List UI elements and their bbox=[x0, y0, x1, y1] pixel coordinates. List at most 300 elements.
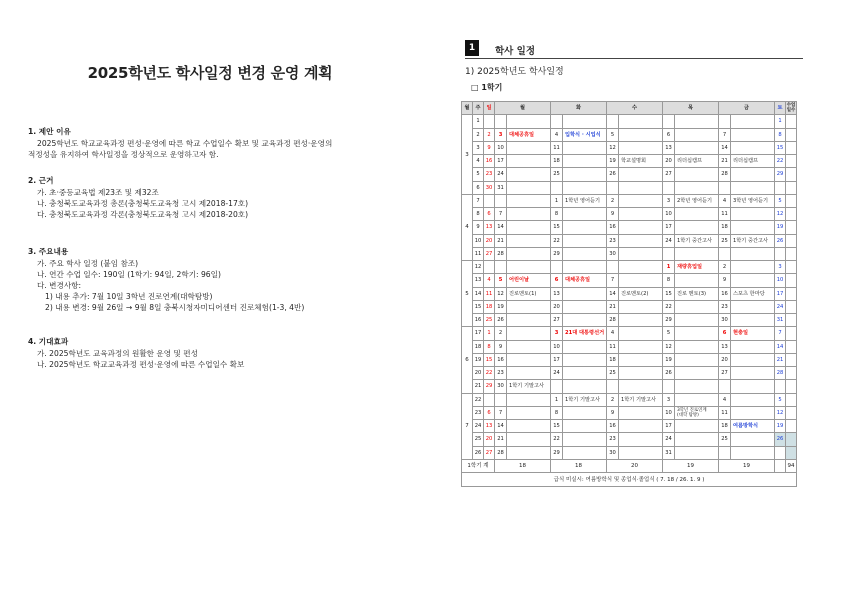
header-6: 수 bbox=[607, 102, 663, 115]
event-cell bbox=[619, 314, 663, 327]
total-we: 20 bbox=[607, 459, 663, 472]
event-cell bbox=[563, 168, 607, 181]
weekday-date: 2 bbox=[607, 393, 619, 406]
event-cell bbox=[563, 406, 607, 419]
weekday-date: 19 bbox=[607, 155, 619, 168]
weekday-date bbox=[719, 247, 731, 260]
class-days-cell bbox=[786, 155, 797, 168]
weekday-date: 4 bbox=[607, 327, 619, 340]
sunday-date bbox=[484, 393, 495, 406]
event-cell bbox=[675, 353, 719, 366]
event-cell bbox=[731, 300, 775, 313]
event-cell bbox=[731, 446, 775, 459]
saturday-date bbox=[775, 380, 786, 393]
calendar-week-row bbox=[462, 247, 797, 260]
calendar-week-row bbox=[462, 221, 797, 234]
weekday-date: 4 bbox=[719, 194, 731, 207]
sunday-date: 22 bbox=[484, 367, 495, 380]
event-cell: 1학기 중간고사 bbox=[675, 234, 719, 247]
saturday-date: 19 bbox=[775, 221, 786, 234]
event-cell bbox=[507, 327, 551, 340]
week-number: 22 bbox=[473, 393, 484, 406]
weekday-date bbox=[495, 393, 507, 406]
sunday-date: 13 bbox=[484, 221, 495, 234]
header-3: 일 bbox=[484, 102, 495, 115]
weekday-date bbox=[663, 380, 675, 393]
weekday-date: 25 bbox=[607, 367, 619, 380]
weekday-date: 27 bbox=[663, 168, 675, 181]
event-cell bbox=[675, 274, 719, 287]
event-cell bbox=[731, 340, 775, 353]
weekday-date: 3 bbox=[551, 327, 563, 340]
weekday-date bbox=[719, 115, 731, 128]
saturday-date: 21 bbox=[775, 353, 786, 366]
section-line: 다. 변경사항: bbox=[37, 281, 82, 290]
section-3 bbox=[28, 246, 398, 313]
weekday-date bbox=[663, 181, 675, 194]
class-days-cell bbox=[786, 274, 797, 287]
weekday-date: 22 bbox=[551, 433, 563, 446]
weekday-date: 9 bbox=[719, 274, 731, 287]
section-heading: 3. 주요내용 bbox=[28, 247, 69, 256]
weekday-date: 20 bbox=[663, 155, 675, 168]
event-cell bbox=[675, 314, 719, 327]
totals-label: 1학기 계 bbox=[462, 459, 495, 472]
weekday-date: 17 bbox=[495, 155, 507, 168]
event-cell: 3학년 진로연계 (대학 탐방) bbox=[675, 406, 719, 419]
week-number: 8 bbox=[473, 208, 484, 221]
saturday-date: 26 bbox=[775, 234, 786, 247]
class-days-cell bbox=[786, 406, 797, 419]
week-number: 20 bbox=[473, 367, 484, 380]
event-cell bbox=[563, 247, 607, 260]
sunday-date: 2 bbox=[484, 128, 495, 141]
weekday-date: 11 bbox=[607, 340, 619, 353]
class-days-cell bbox=[786, 208, 797, 221]
class-days-cell bbox=[786, 327, 797, 340]
weekday-date: 20 bbox=[551, 300, 563, 313]
header-9: 토 bbox=[775, 102, 786, 115]
saturday-date: 15 bbox=[775, 141, 786, 154]
event-cell bbox=[731, 380, 775, 393]
event-cell bbox=[731, 141, 775, 154]
event-cell bbox=[619, 208, 663, 221]
weekday-date: 20 bbox=[719, 353, 731, 366]
weekday-date: 9 bbox=[607, 406, 619, 419]
weekday-date: 29 bbox=[551, 247, 563, 260]
event-cell bbox=[563, 221, 607, 234]
weekday-date: 13 bbox=[663, 141, 675, 154]
class-days-cell bbox=[786, 168, 797, 181]
weekday-date: 14 bbox=[495, 221, 507, 234]
class-days-cell bbox=[786, 287, 797, 300]
event-cell: 1학기 기말고사 bbox=[619, 393, 663, 406]
event-cell: 진로 멘토(3) bbox=[675, 287, 719, 300]
weekday-date: 6 bbox=[719, 327, 731, 340]
class-days-cell bbox=[786, 340, 797, 353]
event-cell bbox=[619, 300, 663, 313]
sunday-date: 16 bbox=[484, 155, 495, 168]
event-cell: 1학기 중간고사 bbox=[731, 234, 775, 247]
month-cell: 5 bbox=[462, 261, 473, 327]
weekday-date bbox=[551, 261, 563, 274]
sunday-date: 20 bbox=[484, 433, 495, 446]
class-days-cell bbox=[786, 420, 797, 433]
left-page bbox=[0, 0, 420, 595]
section-line: 가. 주요 학사 일정 (붙임 참조) bbox=[37, 259, 139, 268]
total-mo: 18 bbox=[495, 459, 551, 472]
sunday-date: 25 bbox=[484, 314, 495, 327]
sunday-date: 9 bbox=[484, 141, 495, 154]
event-cell bbox=[731, 181, 775, 194]
calendar-week-row bbox=[462, 406, 797, 419]
week-number: 1 bbox=[473, 115, 484, 128]
weekday-date: 25 bbox=[551, 168, 563, 181]
weekday-date: 5 bbox=[663, 327, 675, 340]
weekday-date: 2 bbox=[719, 261, 731, 274]
weekday-date: 11 bbox=[551, 141, 563, 154]
header-2: 주 bbox=[473, 102, 484, 115]
event-cell: 입학식 · 시업식 bbox=[563, 128, 607, 141]
weekday-date: 21 bbox=[607, 300, 619, 313]
event-cell: 2학년 영어듣기 bbox=[675, 194, 719, 207]
weekday-date: 11 bbox=[719, 406, 731, 419]
saturday-date: 19 bbox=[775, 420, 786, 433]
weekday-date: 1 bbox=[551, 393, 563, 406]
class-days-cell bbox=[786, 194, 797, 207]
calendar-week-row bbox=[462, 115, 797, 128]
weekday-date: 28 bbox=[495, 247, 507, 260]
event-cell bbox=[731, 353, 775, 366]
event-cell bbox=[619, 247, 663, 260]
weekday-date bbox=[495, 115, 507, 128]
section-divider bbox=[465, 58, 803, 59]
event-cell: 리더십캠프 bbox=[675, 155, 719, 168]
section-2 bbox=[28, 175, 398, 220]
weekday-date: 25 bbox=[719, 234, 731, 247]
calendar-week-row bbox=[462, 168, 797, 181]
week-number: 24 bbox=[473, 420, 484, 433]
week-number: 11 bbox=[473, 247, 484, 260]
class-days-cell bbox=[786, 234, 797, 247]
weekday-date: 7 bbox=[495, 208, 507, 221]
calendar-week-row bbox=[462, 327, 797, 340]
weekday-date: 27 bbox=[719, 367, 731, 380]
weekday-date: 30 bbox=[607, 247, 619, 260]
event-cell bbox=[731, 128, 775, 141]
event-cell bbox=[507, 247, 551, 260]
saturday-date: 8 bbox=[775, 128, 786, 141]
saturday-date bbox=[775, 247, 786, 260]
event-cell: 21대 대통령선거 bbox=[563, 327, 607, 340]
sunday-date: 11 bbox=[484, 287, 495, 300]
saturday-date: 28 bbox=[775, 367, 786, 380]
event-cell: 진로멘토(2) bbox=[619, 287, 663, 300]
event-cell bbox=[507, 221, 551, 234]
weekday-date: 25 bbox=[719, 433, 731, 446]
class-days-cell bbox=[786, 221, 797, 234]
week-number: 18 bbox=[473, 340, 484, 353]
saturday-date: 3 bbox=[775, 261, 786, 274]
event-cell bbox=[675, 393, 719, 406]
event-cell bbox=[507, 446, 551, 459]
weekday-date: 1 bbox=[551, 194, 563, 207]
week-number: 7 bbox=[473, 194, 484, 207]
weekday-date: 16 bbox=[495, 353, 507, 366]
event-cell bbox=[563, 300, 607, 313]
calendar-week-row bbox=[462, 314, 797, 327]
calendar-week-row bbox=[462, 141, 797, 154]
calendar-week-row bbox=[462, 155, 797, 168]
event-cell bbox=[563, 420, 607, 433]
event-cell bbox=[507, 340, 551, 353]
event-cell bbox=[563, 340, 607, 353]
event-cell: 스포츠 한마당 bbox=[731, 287, 775, 300]
event-cell bbox=[675, 128, 719, 141]
section-4 bbox=[28, 336, 398, 370]
event-cell bbox=[619, 128, 663, 141]
week-number: 15 bbox=[473, 300, 484, 313]
saturday-date: 24 bbox=[775, 300, 786, 313]
weekday-date: 24 bbox=[663, 234, 675, 247]
event-cell bbox=[563, 367, 607, 380]
class-days-cell bbox=[786, 181, 797, 194]
class-days-cell bbox=[786, 380, 797, 393]
event-cell bbox=[563, 115, 607, 128]
weekday-date: 23 bbox=[607, 234, 619, 247]
week-number: 12 bbox=[473, 261, 484, 274]
weekday-date: 13 bbox=[719, 340, 731, 353]
total-tu: 18 bbox=[551, 459, 607, 472]
event-cell bbox=[507, 194, 551, 207]
weekday-date bbox=[607, 181, 619, 194]
event-cell bbox=[731, 274, 775, 287]
weekday-date: 10 bbox=[551, 340, 563, 353]
event-cell bbox=[619, 446, 663, 459]
event-cell bbox=[507, 433, 551, 446]
class-days-cell bbox=[786, 128, 797, 141]
event-cell bbox=[619, 168, 663, 181]
footer-row bbox=[462, 473, 797, 487]
saturday-date bbox=[775, 446, 786, 459]
event-cell: 재량휴업일 bbox=[675, 261, 719, 274]
weekday-date bbox=[719, 181, 731, 194]
sunday-date bbox=[484, 115, 495, 128]
weekday-date: 17 bbox=[663, 420, 675, 433]
weekday-date: 19 bbox=[663, 353, 675, 366]
header-8: 금 bbox=[719, 102, 775, 115]
event-cell bbox=[507, 115, 551, 128]
section-line: 나. 2025학년도 학교교육과정 편성·운영에 따른 수업일수 확보 bbox=[37, 360, 245, 369]
class-days-cell bbox=[786, 433, 797, 446]
header-7: 목 bbox=[663, 102, 719, 115]
saturday-date: 10 bbox=[775, 274, 786, 287]
class-days-cell bbox=[786, 446, 797, 459]
weekday-date: 12 bbox=[663, 340, 675, 353]
event-cell bbox=[675, 115, 719, 128]
weekday-date: 16 bbox=[719, 287, 731, 300]
calendar-week-row bbox=[462, 380, 797, 393]
event-cell bbox=[507, 314, 551, 327]
section-line: 나. 연간 수업 일수: 190일 (1학기: 94일, 2학기: 96일) bbox=[37, 270, 221, 279]
event-cell bbox=[731, 247, 775, 260]
event-cell: 대체공휴일 bbox=[563, 274, 607, 287]
weekday-date: 31 bbox=[495, 181, 507, 194]
week-number: 10 bbox=[473, 234, 484, 247]
event-cell bbox=[619, 274, 663, 287]
weekday-date: 3 bbox=[663, 393, 675, 406]
event-cell bbox=[619, 420, 663, 433]
weekday-date: 7 bbox=[495, 406, 507, 419]
event-cell bbox=[507, 406, 551, 419]
event-cell bbox=[619, 221, 663, 234]
class-days-cell bbox=[786, 314, 797, 327]
event-cell bbox=[619, 261, 663, 274]
event-cell bbox=[563, 433, 607, 446]
event-cell bbox=[675, 168, 719, 181]
event-cell bbox=[675, 141, 719, 154]
weekday-date: 26 bbox=[495, 314, 507, 327]
weekday-date bbox=[495, 194, 507, 207]
event-cell bbox=[619, 367, 663, 380]
section-title: 학사 일정 bbox=[495, 46, 536, 57]
sunday-date: 8 bbox=[484, 340, 495, 353]
total-days: 94 bbox=[786, 459, 797, 472]
weekday-date bbox=[551, 380, 563, 393]
event-cell bbox=[507, 353, 551, 366]
header-4: 월 bbox=[495, 102, 551, 115]
weekday-date: 22 bbox=[551, 234, 563, 247]
weekday-date: 28 bbox=[607, 314, 619, 327]
saturday-date: 31 bbox=[775, 314, 786, 327]
event-cell bbox=[731, 208, 775, 221]
sunday-date: 15 bbox=[484, 353, 495, 366]
event-cell bbox=[619, 380, 663, 393]
month-cell: 6 bbox=[462, 327, 473, 393]
document-title: 2025학년도 학사일정 변경 운영 계획 bbox=[87, 64, 333, 82]
week-number: 21 bbox=[473, 380, 484, 393]
weekday-date: 24 bbox=[495, 168, 507, 181]
weekday-date: 29 bbox=[551, 446, 563, 459]
week-number: 5 bbox=[473, 168, 484, 181]
sunday-date: 13 bbox=[484, 420, 495, 433]
event-cell: 진로멘토(1) bbox=[507, 287, 551, 300]
month-cell: 7 bbox=[462, 393, 473, 459]
week-number: 13 bbox=[473, 274, 484, 287]
week-number: 9 bbox=[473, 221, 484, 234]
weekday-date: 24 bbox=[551, 367, 563, 380]
event-cell bbox=[507, 181, 551, 194]
event-cell bbox=[619, 406, 663, 419]
weekday-date bbox=[663, 247, 675, 260]
semester-label: □ 1학기 bbox=[471, 83, 503, 92]
event-cell bbox=[563, 141, 607, 154]
event-cell bbox=[507, 208, 551, 221]
event-cell bbox=[675, 420, 719, 433]
weekday-date: 18 bbox=[607, 353, 619, 366]
weekday-date: 31 bbox=[663, 446, 675, 459]
weekday-date: 15 bbox=[663, 287, 675, 300]
event-cell bbox=[619, 115, 663, 128]
event-cell bbox=[675, 221, 719, 234]
saturday-date: 22 bbox=[775, 155, 786, 168]
week-number: 17 bbox=[473, 327, 484, 340]
sunday-date: 4 bbox=[484, 274, 495, 287]
weekday-date: 29 bbox=[663, 314, 675, 327]
week-number: 14 bbox=[473, 287, 484, 300]
event-cell bbox=[507, 367, 551, 380]
calendar-week-row bbox=[462, 340, 797, 353]
event-cell: 어린이날 bbox=[507, 274, 551, 287]
event-cell bbox=[731, 168, 775, 181]
weekday-date bbox=[719, 446, 731, 459]
meal-note: 급식 미실시: 여름방학식 및 종업식·졸업식 ( 7. 18 / 26. 1. 9 ) bbox=[462, 473, 797, 487]
event-cell bbox=[507, 168, 551, 181]
weekday-date: 14 bbox=[719, 141, 731, 154]
event-cell bbox=[563, 261, 607, 274]
section-heading: 2. 근거 bbox=[28, 176, 54, 185]
saturday-date: 5 bbox=[775, 393, 786, 406]
weekday-date: 7 bbox=[607, 274, 619, 287]
section-line: 2) 내용 변경: 9월 26일 → 9월 8일 충북시청자미디어센터 진로체험(1-3, 4반) bbox=[45, 303, 305, 312]
section-line: 다. 충청북도교육과정 각론(충청북도교육청 고시 제2018-20호) bbox=[37, 210, 249, 219]
event-cell bbox=[731, 406, 775, 419]
month-cell: 4 bbox=[462, 194, 473, 260]
total-th: 19 bbox=[663, 459, 719, 472]
weekday-date: 11 bbox=[719, 208, 731, 221]
weekday-date: 9 bbox=[607, 208, 619, 221]
weekday-date: 21 bbox=[719, 155, 731, 168]
sunday-date: 27 bbox=[484, 247, 495, 260]
event-cell: 1학기 기말고사 bbox=[563, 393, 607, 406]
weekday-date bbox=[607, 115, 619, 128]
total-fr: 19 bbox=[719, 459, 775, 472]
event-cell: 3학년 영어듣기 bbox=[731, 194, 775, 207]
weekday-date: 18 bbox=[551, 155, 563, 168]
calendar-header-row bbox=[462, 102, 797, 115]
week-number: 19 bbox=[473, 353, 484, 366]
right-page bbox=[455, 0, 815, 595]
weekday-date: 8 bbox=[551, 208, 563, 221]
section-number-badge: 1 bbox=[465, 40, 479, 56]
section-line: 가. 초·중등교육법 제23조 및 제32조 bbox=[37, 188, 159, 197]
weekday-date: 19 bbox=[495, 300, 507, 313]
event-cell bbox=[563, 208, 607, 221]
event-cell bbox=[731, 433, 775, 446]
event-cell bbox=[563, 353, 607, 366]
event-cell: 학교설명회 bbox=[619, 155, 663, 168]
week-number: 23 bbox=[473, 406, 484, 419]
calendar-week-row bbox=[462, 234, 797, 247]
weekday-date: 27 bbox=[551, 314, 563, 327]
section-line: 나. 충청북도교육과정 총론(충청북도교육청 고시 제2018-17호) bbox=[37, 199, 249, 208]
header-10: 수업 일수 bbox=[786, 103, 796, 114]
event-cell bbox=[731, 115, 775, 128]
calendar-week-row bbox=[462, 446, 797, 459]
weekday-date bbox=[719, 380, 731, 393]
weekday-date: 2 bbox=[495, 327, 507, 340]
section-heading: 1. 제안 이유 bbox=[28, 127, 71, 136]
section-line: 2025학년도 학교교육과정 편성·운영에 따른 학교 수업일수 확보 및 교육과정 편성·운영의 bbox=[37, 139, 333, 148]
weekday-date: 5 bbox=[495, 274, 507, 287]
saturday-date: 7 bbox=[775, 327, 786, 340]
event-cell bbox=[507, 261, 551, 274]
weekday-date bbox=[495, 261, 507, 274]
calendar-week-row bbox=[462, 393, 797, 406]
weekday-date: 15 bbox=[551, 420, 563, 433]
section-line: 1) 내용 추가: 7월 10일 3학년 진로연계(대학탐방) bbox=[45, 292, 213, 301]
week-number: 2 bbox=[473, 128, 484, 141]
